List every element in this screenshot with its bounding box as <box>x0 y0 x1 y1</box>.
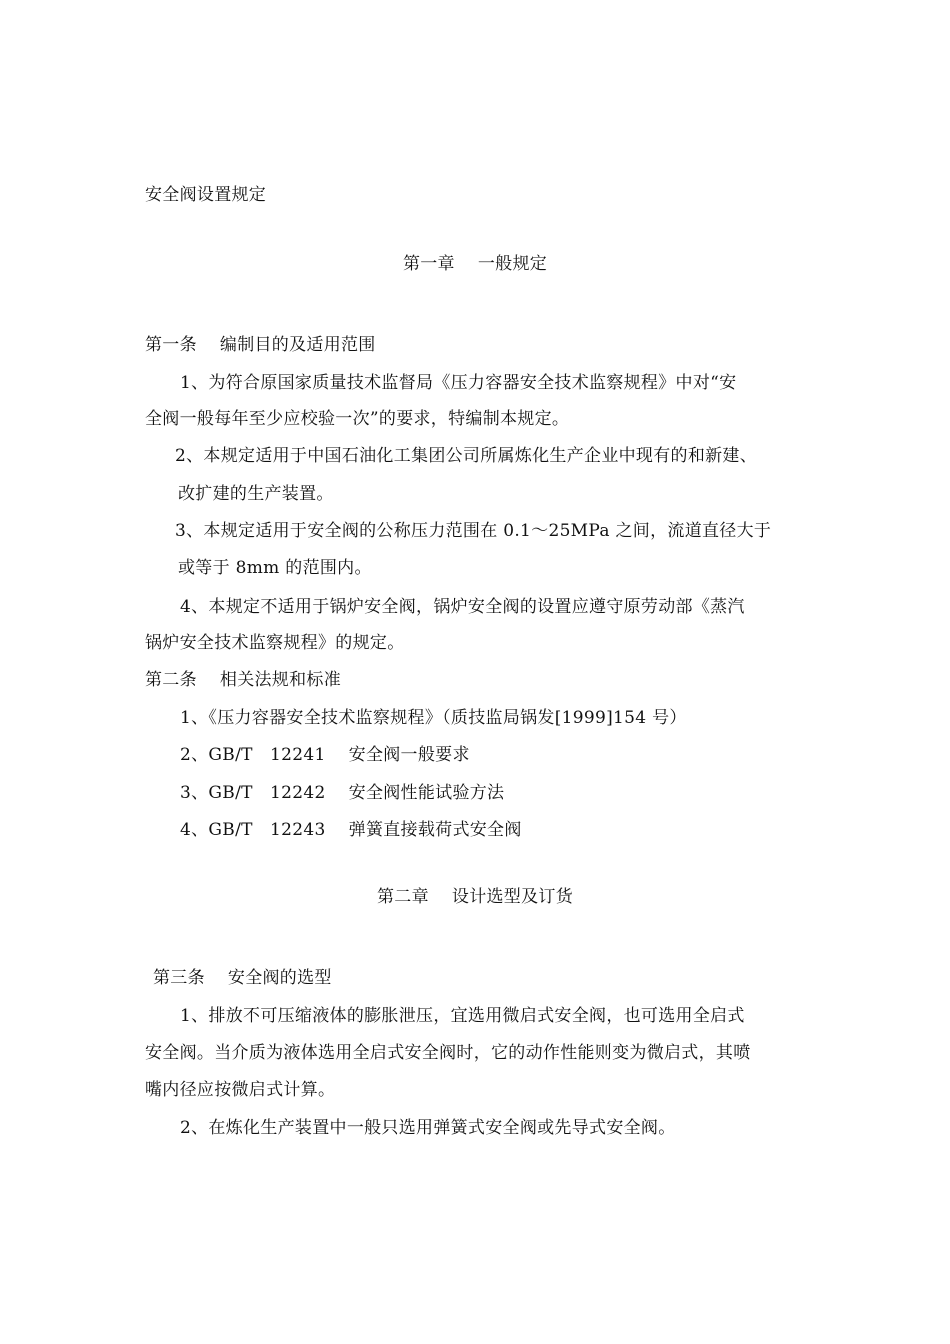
article-1-item-1-line-2: 全阀一般每年至少应校验一次”的要求，特编制本规定。 <box>145 409 570 429</box>
article-3-item-1-line-3: 嘴内径应按微启式计算。 <box>145 1080 336 1100</box>
chapter-1-heading: 第一章 一般规定 <box>402 254 548 274</box>
article-1-item-4-line-2: 锅炉安全技术监察规程》的规定。 <box>145 633 405 653</box>
article-3-heading: 第三条 安全阀的选型 <box>153 968 332 988</box>
article-2-item-3: 3、GB/T 12242 安全阀性能试验方法 <box>180 783 505 803</box>
article-1-item-3-line-2: 或等于 8mm 的范围内。 <box>178 558 372 578</box>
article-3-item-2: 2、在炼化生产装置中一般只选用弹簧式安全阀或先导式安全阀。 <box>180 1118 676 1138</box>
article-1-item-4-line-1: 4、本规定不适用于锅炉安全阀，锅炉安全阀的设置应遵守原劳动部《蒸汽 <box>180 597 745 617</box>
article-1-item-3-line-1: 3、本规定适用于安全阀的公称压力范围在 0.1～25MPa 之间，流道直径大于 <box>175 521 772 541</box>
article-2-item-2: 2、GB/T 12241 安全阀一般要求 <box>180 745 470 765</box>
chapter-2-heading: 第二章 设计选型及订货 <box>376 887 573 907</box>
article-1-item-2-line-1: 2、本规定适用于中国石油化工集团公司所属炼化生产企业中现有的和新建、 <box>175 446 758 466</box>
article-3-item-1-line-1: 1、排放不可压缩液体的膨胀泄压，宜选用微启式安全阀，也可选用全启式 <box>180 1006 745 1026</box>
article-2-item-1: 1、《压力容器安全技术监察规程》（质技监局锅发[1999]154 号） <box>180 708 687 728</box>
article-2-item-4: 4、GB/T 12243 弹簧直接载荷式安全阀 <box>180 820 522 840</box>
article-2-heading: 第二条 相关法规和标准 <box>145 670 342 690</box>
document-title: 安全阀设置规定 <box>145 185 267 205</box>
article-3-item-1-line-2: 安全阀。当介质为液体选用全启式安全阀时，它的动作性能则变为微启式，其喷 <box>145 1043 751 1063</box>
article-1-heading: 第一条 编制目的及适用范围 <box>145 335 376 355</box>
article-1-item-1-line-1: 1、为符合原国家质量技术监督局《压力容器安全技术监察规程》中对“安 <box>180 373 737 393</box>
article-1-item-2-line-2: 改扩建的生产装置。 <box>178 484 334 504</box>
